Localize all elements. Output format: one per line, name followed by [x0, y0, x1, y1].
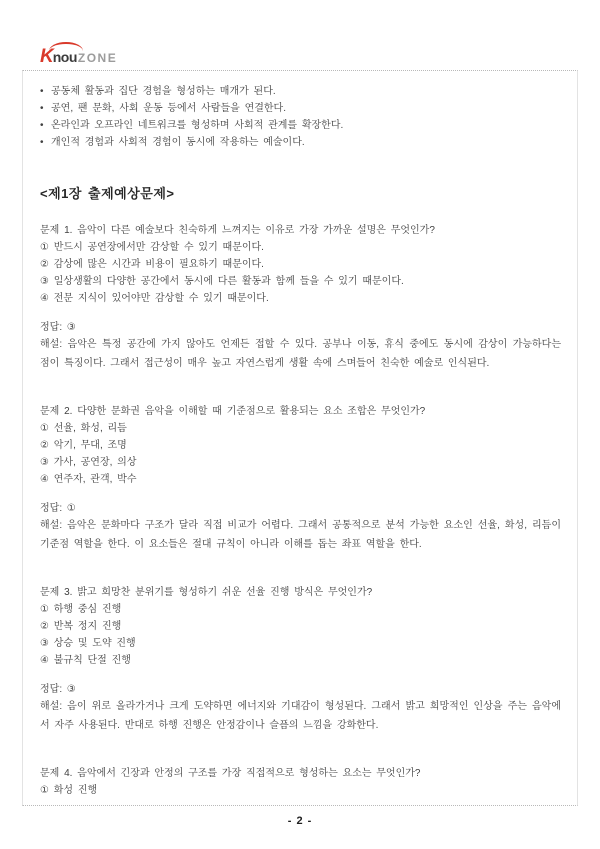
explanation-text: 해설: 음이 위로 올라가거나 크게 도약하면 에너지와 기대감이 형성된다. 그래서 밝고 희망적인 인상을 주는 음악에서 자주 사용된다. 반대로 하행 진행은 안정감이나 슬픔의 느낌을 강화한다. [40, 701, 561, 731]
question-title: 문제 1. 음악이 다른 예술보다 친숙하게 느껴지는 이유로 가장 가까운 설명은 무엇인가? [40, 225, 435, 236]
question-block-3 [40, 584, 561, 735]
bullet-icon: • [40, 103, 44, 114]
question-option: ③ 일상생활의 다양한 공간에서 동시에 다른 활동과 함께 들을 수 있기 때문이다. [40, 276, 404, 287]
question-option: ① 하행 중심 진행 [40, 604, 122, 615]
question-block-2 [40, 403, 561, 554]
explanation-text: 해설: 음악은 특정 공간에 가지 않아도 언제든 접할 수 있다. 공부나 이동, 휴식 중에도 동시에 감상이 가능하다는 점이 특징이다. 그래서 접근성이 매우 높고 자연스럽게 생활 속에 스며들어 친숙한 예술로 인식된다. [40, 339, 561, 369]
question-option: ② 악기, 무대, 조명 [40, 440, 127, 451]
question-block-4 [40, 765, 561, 799]
section-title: <제1장 출제예상문제> [40, 186, 175, 201]
question-option: ④ 연주자, 관객, 박수 [40, 474, 137, 485]
answer-line: 정답: ③ [40, 684, 76, 695]
question-option: ② 감상에 많은 시간과 비용이 필요하기 때문이다. [40, 259, 264, 270]
question-option: ④ 불규칙 단절 진행 [40, 655, 131, 666]
question-option: ① 반드시 공연장에서만 감상할 수 있기 때문이다. [40, 242, 264, 253]
logo-swoosh-icon [49, 42, 83, 51]
question-title: 문제 2. 다양한 문화권 음악을 이해할 때 기준점으로 활용되는 요소 조합은 무엇인가? [40, 406, 426, 417]
bullet-text: 개인적 경험과 사회적 경험이 동시에 작용하는 예술이다. [51, 137, 305, 148]
explanation-text: 해설: 음악은 문화마다 구조가 달라 직접 비교가 어렵다. 그래서 공통적으로 분석 가능한 요소인 선율, 화성, 리듬이 기준점 역할을 한다. 이 요소들은 절대 규칙이 아니라 이해를 돕는 좌표 역할을 한다. [40, 520, 561, 550]
bullet-text: 공연, 팬 문화, 사회 운동 등에서 사람들을 연결한다. [51, 103, 286, 114]
logo-text-zone: ZONE [77, 51, 118, 65]
question-option: ③ 가사, 공연장, 의상 [40, 457, 137, 468]
list-item [40, 134, 561, 151]
question-title: 문제 4. 음악에서 긴장과 안정의 구조를 가장 직접적으로 형성하는 요소는 무엇인가? [40, 768, 421, 779]
question-option: ① 화성 진행 [40, 785, 98, 796]
list-item [40, 117, 561, 134]
logo-text-nou: nou [52, 49, 77, 65]
answer-line: 정답: ③ [40, 322, 76, 333]
bullet-icon: • [40, 137, 44, 148]
page-footer [0, 811, 600, 829]
page-number: - 2 - [287, 815, 313, 827]
bullet-icon: • [40, 120, 44, 131]
content-box [22, 70, 578, 806]
bullet-list [40, 83, 561, 151]
knouzone-logo [40, 46, 117, 66]
bullet-text: 공동체 활동과 집단 경험을 형성하는 매개가 된다. [51, 86, 276, 97]
question-option: ② 반복 정지 진행 [40, 621, 122, 632]
list-item [40, 83, 561, 100]
question-block-1 [40, 222, 561, 373]
bullet-icon: • [40, 86, 44, 97]
bullet-text: 온라인과 오프라인 네트워크를 형성하며 사회적 관계를 확장한다. [51, 120, 344, 131]
question-option: ④ 전문 지식이 있어야만 감상할 수 있기 때문이다. [40, 293, 269, 304]
question-option: ① 선율, 화성, 리듬 [40, 423, 127, 434]
logo-letter-k: K [40, 46, 53, 67]
question-title: 문제 3. 밝고 희망찬 분위기를 형성하기 쉬운 선율 진행 방식은 무엇인가? [40, 587, 373, 598]
list-item [40, 100, 561, 117]
question-option: ③ 상승 및 도약 진행 [40, 638, 136, 649]
answer-line: 정답: ① [40, 503, 76, 514]
page-header [0, 0, 600, 70]
